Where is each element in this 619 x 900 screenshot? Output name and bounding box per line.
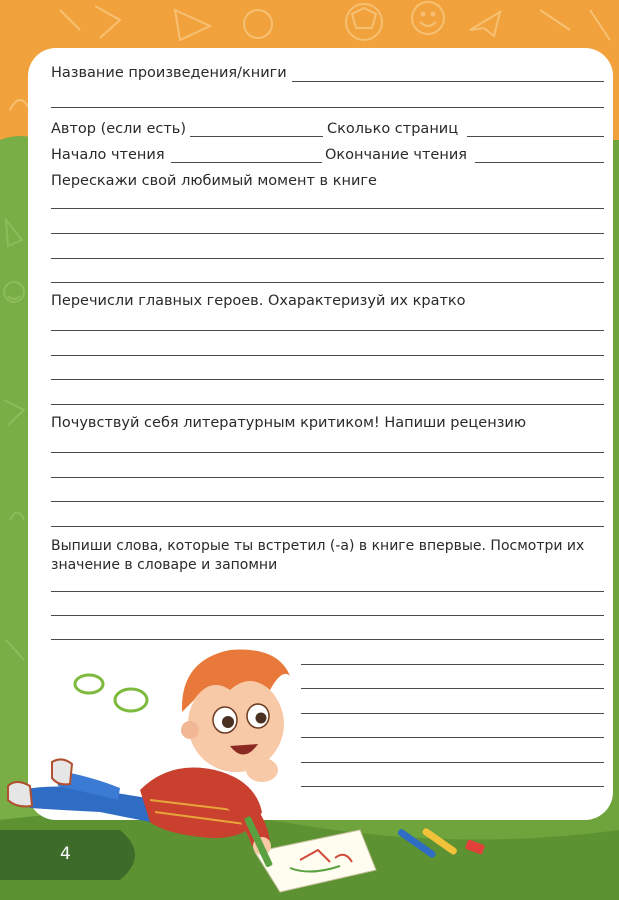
start-reading-field[interactable] [171, 162, 322, 163]
author-label: Автор (если есть) [51, 121, 186, 137]
review-line[interactable] [51, 501, 604, 502]
book-title-field[interactable] [292, 81, 604, 82]
start-reading-label: Начало чтения [51, 147, 165, 163]
eraser-icon [465, 839, 485, 855]
retell-line[interactable] [51, 282, 604, 283]
retell-prompt: Перескажи свой любимый момент в книге [51, 173, 377, 189]
end-reading-field[interactable] [475, 162, 604, 163]
retell-line[interactable] [51, 258, 604, 259]
pages-label: Сколько страниц [327, 121, 459, 137]
words-line[interactable] [51, 615, 604, 616]
review-line[interactable] [51, 477, 604, 478]
heroes-prompt: Перечисли главных героев. Охарактеризуй их кратко [51, 293, 466, 309]
retell-line[interactable] [51, 233, 604, 234]
words-prompt-line2: значение в словаре и запомни [51, 557, 278, 573]
heroes-line[interactable] [51, 379, 604, 380]
boy-drawing-illustration [0, 620, 520, 900]
heroes-line[interactable] [51, 404, 604, 405]
pages-field[interactable] [467, 136, 604, 137]
words-prompt-line1: Выпиши слова, которые ты встретил (-а) в книге впервые. Посмотри их [51, 538, 585, 554]
drawing-paper [255, 830, 376, 892]
end-reading-label: Окончание чтения [325, 147, 467, 163]
page-number: 4 [60, 844, 71, 864]
heroes-line[interactable] [51, 355, 604, 356]
crayon-icon [397, 827, 458, 859]
review-line[interactable] [51, 526, 604, 527]
author-field[interactable] [190, 136, 323, 137]
book-title-field-continued[interactable] [51, 107, 604, 108]
book-title-label: Название произведения/книги [51, 65, 287, 81]
review-line[interactable] [51, 452, 604, 453]
heroes-line[interactable] [51, 330, 604, 331]
review-prompt: Почувствуй себя литературным критиком! Напиши рецензию [51, 415, 527, 431]
words-line[interactable] [51, 591, 604, 592]
retell-line[interactable] [51, 208, 604, 209]
